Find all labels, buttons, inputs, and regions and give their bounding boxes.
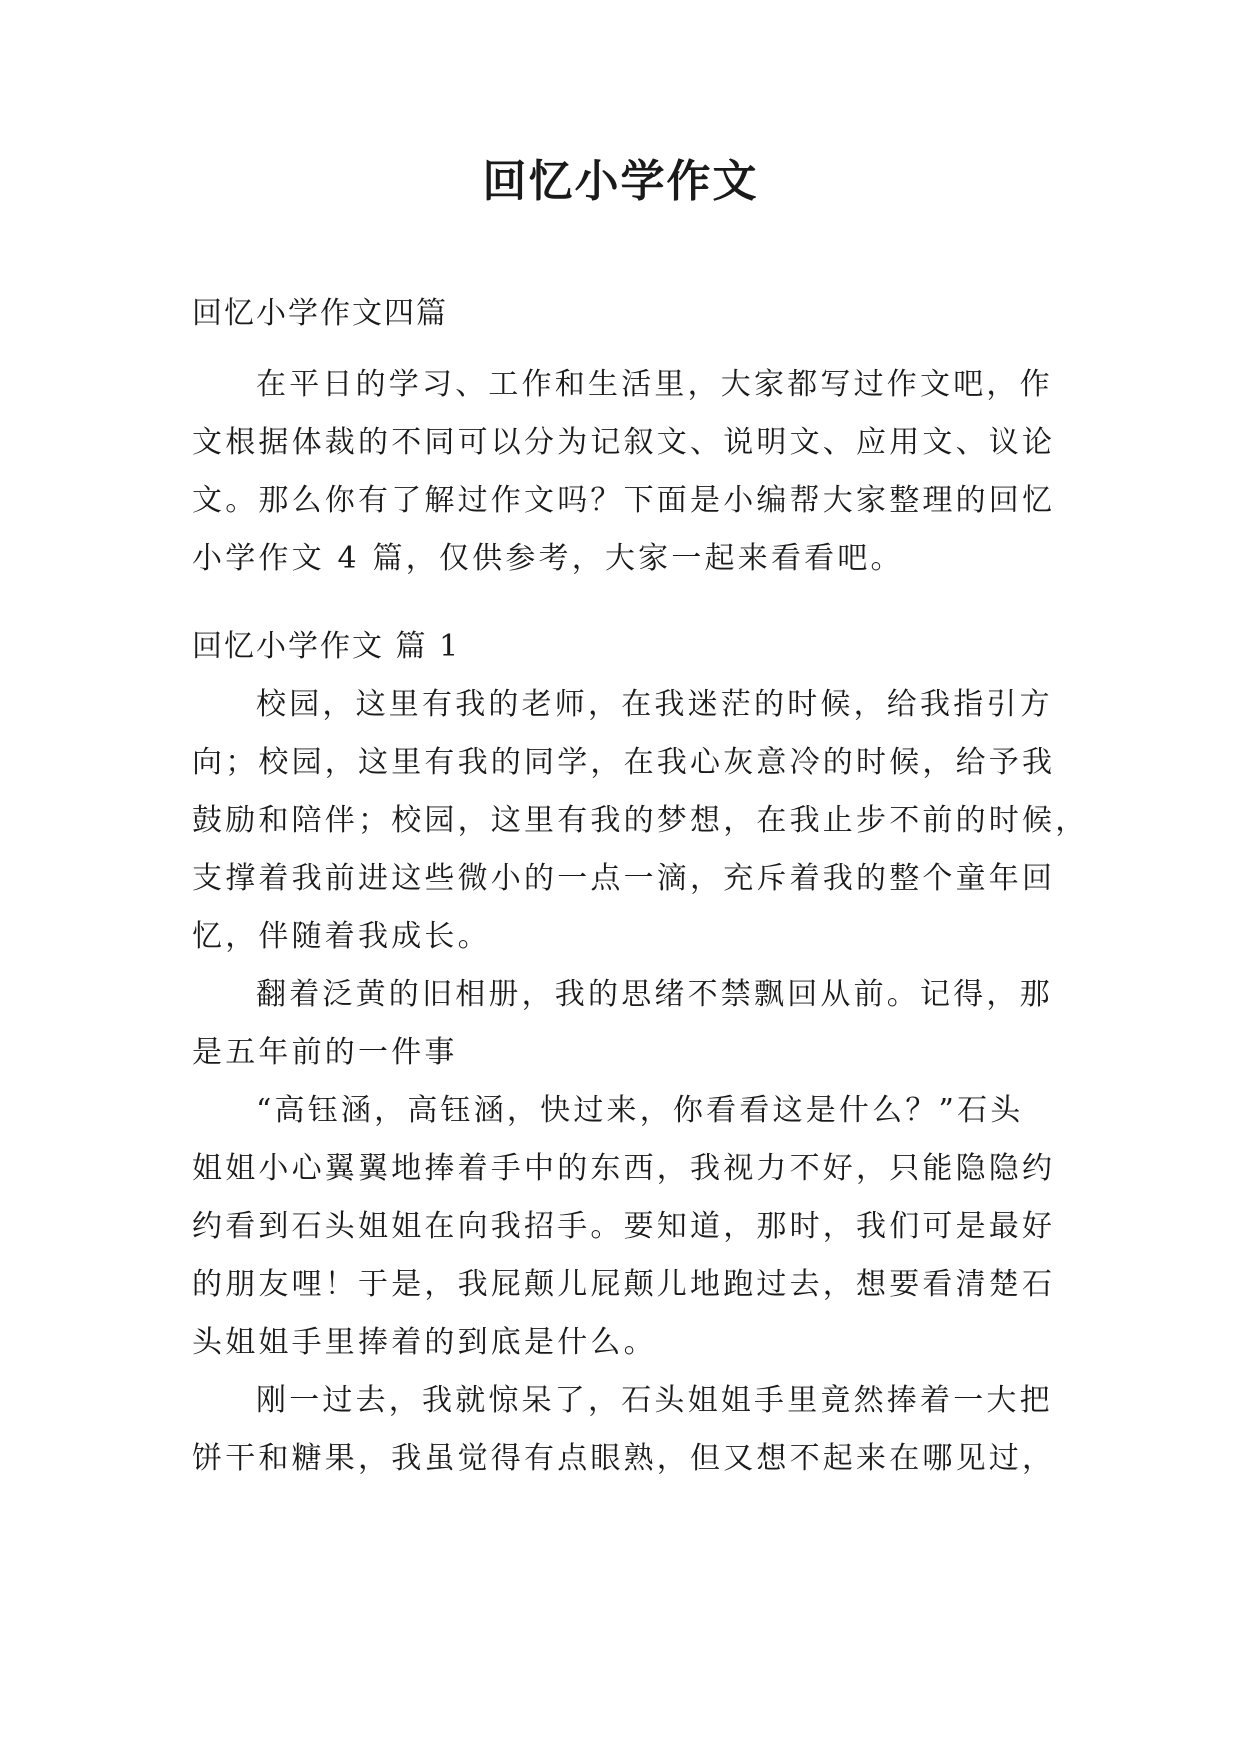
paragraph-line: 文。那么你有了解过作文吗？下面是小编帮大家整理的回忆	[192, 483, 1056, 518]
paragraph-line: 在平日的学习、工作和生活里，大家都写过作文吧，作	[256, 367, 1053, 402]
intro-paragraph	[192, 356, 1054, 588]
paragraph-line: 校园，这里有我的老师，在我迷茫的时候，给我指引方	[256, 687, 1053, 722]
paragraph-line: 约看到石头姐姐在向我招手。要知道，那时，我们可是最好	[192, 1209, 1056, 1244]
paragraph-line: 饼干和糖果，我虽觉得有点眼熟，但又想不起来在哪见过，	[192, 1441, 1056, 1476]
paragraph-line: 刚一过去，我就惊呆了，石头姐姐手里竟然捧着一大把	[256, 1383, 1053, 1418]
paragraph-line: 小学作文 4 篇，仅供参考，大家一起来看看吧。	[192, 541, 904, 576]
document-subtitle: 回忆小学作文四篇	[192, 296, 448, 331]
paragraph-line: “高钰涵，高钰涵，快过来，你看看这是什么？”石头	[256, 1093, 1024, 1128]
paragraph-line: 向；校园，这里有我的同学，在我心灰意冷的时候，给予我	[192, 745, 1056, 780]
paragraph-line: 鼓励和陪伴；校园，这里有我的梦想，在我止步不前的时候，	[192, 803, 1089, 838]
essay-body	[192, 676, 1089, 1488]
paragraph-line: 姐姐小心翼翼地捧着手中的东西，我视力不好，只能隐隐约	[192, 1151, 1056, 1186]
section-heading: 回忆小学作文 篇 1	[192, 629, 461, 664]
paragraph-line: 的朋友哩！于是，我屁颠儿屁颠儿地跑过去，想要看清楚石	[192, 1267, 1056, 1302]
paragraph-line: 头姐姐手里捧着的到底是什么。	[192, 1325, 657, 1360]
paragraph-line: 文根据体裁的不同可以分为记叙文、说明文、应用文、议论	[192, 425, 1056, 460]
paragraph-line: 翻着泛黄的旧相册，我的思绪不禁飘回从前。记得，那	[256, 977, 1053, 1012]
paragraph-line: 忆，伴随着我成长。	[192, 919, 491, 954]
document-title: 回忆小学作文	[482, 156, 759, 207]
paragraph-line: 支撑着我前进这些微小的一点一滴，充斥着我的整个童年回	[192, 861, 1056, 896]
section-heading-block	[192, 618, 1054, 676]
paragraph-line: 是五年前的一件事	[192, 1035, 458, 1070]
